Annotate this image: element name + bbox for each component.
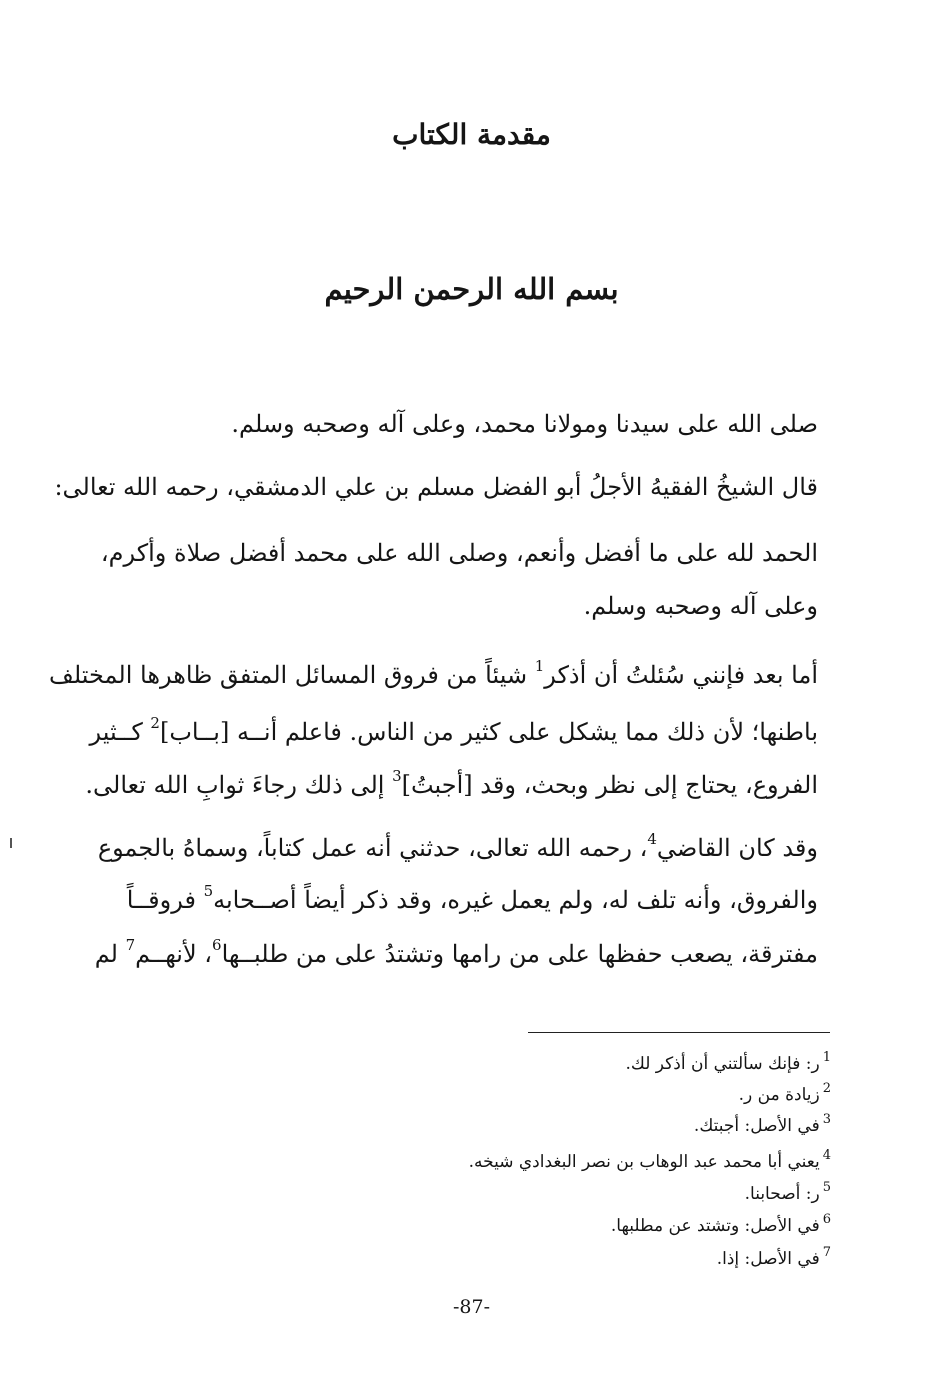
footnote-5 xyxy=(745,1180,831,1208)
text-line-3: الحمد لله على ما أفضل وأنعم، وصلى الله على محمد أفضل صلاة وأكرم، xyxy=(100,539,818,567)
footnote-ref-3[interactable]: 3 xyxy=(392,767,402,785)
text-segment: لم xyxy=(94,940,118,968)
footnote-4 xyxy=(469,1148,831,1176)
footnote-7 xyxy=(717,1245,831,1273)
footnote-text: يعني أبا محمد عبد الوهاب بن نصر البغدادي شيخه. xyxy=(468,1152,820,1172)
footnote-number: 3 xyxy=(822,1112,831,1127)
text-segment: أما بعد فإنني سُئلتُ أن أذكر xyxy=(544,661,818,689)
footnote-number: 6 xyxy=(822,1212,831,1227)
footnote-text: ر: فإنك سألتني أن أذكر لك. xyxy=(625,1054,820,1074)
footnote-text: في الأصل: إذا. xyxy=(716,1249,820,1269)
basmala-heading: بسم الله الرحمن الرحيم xyxy=(324,272,619,306)
footnote-number: 4 xyxy=(822,1148,831,1163)
footnote-number: 1 xyxy=(822,1050,831,1065)
text-segment: فروقــاً xyxy=(126,886,196,914)
footnote-text: في الأصل: وتشتد عن مطلبها. xyxy=(610,1216,820,1236)
footnote-separator xyxy=(528,1032,830,1033)
footnote-ref-1[interactable]: 1 xyxy=(534,657,545,675)
text-segment: إلى ذلك رجاءَ ثوابِ الله تعالى. xyxy=(85,771,385,799)
margin-mark xyxy=(10,838,12,848)
text-segment: باطنها؛ لأن ذلك مما يشكل على كثير من الناس. فاعلم أنــه [بــاب] xyxy=(159,718,818,746)
text-segment: مفترقة، يصعب حفظها على من رامها وتشتدُ على من طلبــها xyxy=(221,940,818,968)
page-title: مقدمة الكتاب xyxy=(392,118,551,151)
footnote-text: زيادة من ر. xyxy=(738,1085,820,1105)
footnote-ref-4[interactable]: 4 xyxy=(647,830,657,848)
text-line-1: صلى الله على سيدنا ومولانا محمد، وعلى آله وصحبه وسلم. xyxy=(231,410,818,438)
footnote-6 xyxy=(611,1212,831,1240)
footnote-number: 5 xyxy=(822,1180,831,1195)
text-segment: ، رحمه الله تعالى، حدثني أنه عمل كتاباً، وسماهُ بالجموع xyxy=(97,834,648,862)
text-segment: الفروع، يحتاج إلى نظر وبحث، وقد [أجبتُ] xyxy=(401,771,818,799)
footnote-2 xyxy=(739,1081,831,1109)
text-line-2: قال الشيخُ الفقيهُ الأجلُ أبو الفضل مسلم بن علي الدمشقي، رحمه الله تعالى: xyxy=(54,473,818,501)
text-line-10 xyxy=(94,930,818,978)
text-line-8 xyxy=(97,824,818,872)
text-line-5 xyxy=(49,651,818,699)
footnote-text: في الأصل: أجبتك. xyxy=(693,1116,820,1136)
text-segment: والفروق، وأنه تلف له، ولم يعمل غيره، وقد ذكر أيضاً أصــحابه xyxy=(213,886,818,914)
footnote-ref-6[interactable]: 6 xyxy=(212,936,222,954)
footnote-1 xyxy=(625,1050,831,1078)
text-line-6 xyxy=(89,708,818,756)
footnote-ref-7[interactable]: 7 xyxy=(125,936,136,954)
text-line-7 xyxy=(85,761,818,809)
text-line-4: وعلى آله وصحبه وسلم. xyxy=(583,592,818,620)
footnote-text: ر: أصحابنا. xyxy=(744,1184,820,1204)
footnote-number: 2 xyxy=(822,1081,831,1096)
text-segment: شيئاً من فروق المسائل المتفق ظاهرها المختلف xyxy=(49,661,528,689)
footnote-3 xyxy=(694,1112,831,1140)
footnote-number: 7 xyxy=(822,1245,831,1260)
text-segment: ، لأنهــم xyxy=(135,940,213,968)
footnote-ref-5[interactable]: 5 xyxy=(203,882,214,900)
text-segment: وقد كان القاضي xyxy=(656,834,818,862)
footnote-ref-2[interactable]: 2 xyxy=(150,714,160,732)
page-number: -87- xyxy=(452,1296,491,1318)
text-line-9 xyxy=(128,876,818,924)
text-segment: كــثير xyxy=(89,718,143,746)
